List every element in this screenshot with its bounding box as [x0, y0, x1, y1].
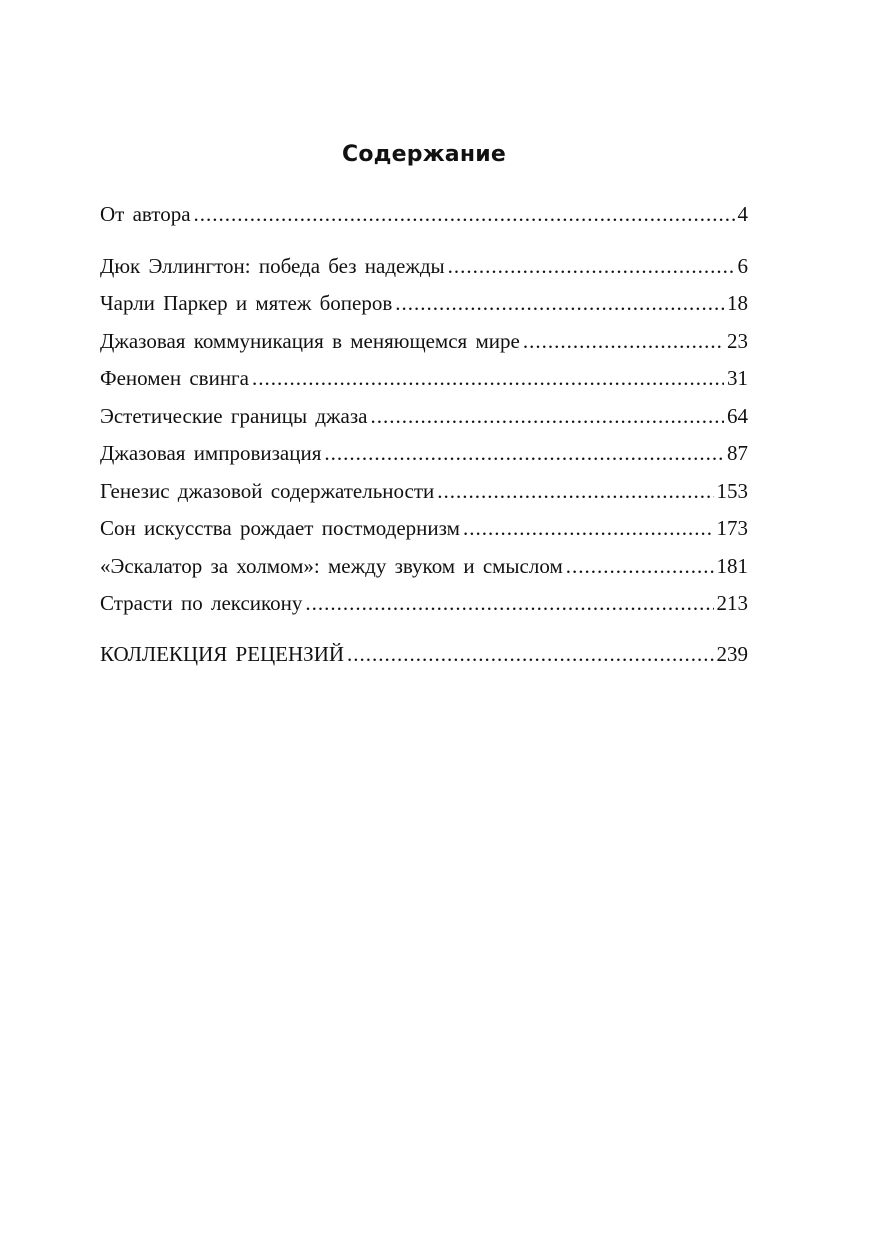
toc-entry-page: 18 [727, 291, 748, 315]
toc-entry-label: Феномен свинга [100, 366, 249, 390]
toc-entry [100, 252, 748, 290]
toc-entry-page: 173 [716, 516, 748, 540]
toc-entry-label: Джазовая коммуникация в меняющемся мире [100, 328, 520, 353]
toc-entry-page: 181 [716, 553, 748, 578]
toc-entry-page: 239 [716, 641, 748, 666]
toc-entry [100, 514, 748, 552]
toc-entry-label: Сон искусства рождает постмодернизм [100, 516, 460, 540]
toc-dot-leader [305, 589, 713, 617]
toc-entry-label: «Эскалатор за холмом»: между звуком и смыслом [100, 553, 563, 578]
toc-entry-label: КОЛЛЕКЦИЯ РЕЦЕНЗИЙ [100, 641, 345, 666]
toc-entry-page: 6 [737, 253, 748, 278]
toc-dot-leader [566, 552, 714, 580]
toc-entry-page: 64 [727, 403, 748, 428]
toc-entry [100, 477, 748, 515]
toc-entry-page: 23 [727, 328, 748, 353]
toc-entry [100, 327, 748, 365]
toc-entry-page: 213 [716, 591, 748, 615]
toc-entry-label: Дюк Эллингтон: победа без надежды [100, 253, 445, 278]
toc-entry [100, 552, 748, 590]
toc-entry-label: Чарли Паркер и мятеж боперов [100, 291, 393, 315]
toc-entry [100, 200, 748, 238]
toc-entry-page: 31 [727, 366, 748, 390]
toc-dot-leader [448, 252, 735, 280]
toc-dot-leader [347, 640, 713, 668]
toc-dot-leader [370, 402, 724, 430]
toc-entry [100, 402, 748, 440]
toc-dot-leader [395, 289, 724, 317]
toc-entry-page: 153 [716, 478, 748, 503]
toc-dot-leader [437, 477, 713, 505]
toc-list [100, 200, 748, 677]
toc-dot-leader [252, 364, 724, 392]
toc-entry [100, 439, 748, 477]
toc-entry-page: 87 [727, 441, 748, 465]
toc-entry-label: Джазовая импровизация [100, 441, 322, 465]
toc-entry-page: 4 [737, 202, 748, 226]
toc-entry [100, 589, 748, 627]
toc-title: Содержание [342, 142, 506, 167]
toc-dot-leader [463, 514, 714, 542]
toc-entry-label: От автора [100, 202, 191, 226]
toc-entry-label: Генезис джазовой содержательности [100, 478, 435, 503]
toc-entry-label: Страсти по лексикону [100, 591, 303, 615]
toc-dot-leader [194, 200, 735, 228]
toc-entry [100, 640, 748, 678]
toc-entry-label: Эстетические границы джаза [100, 403, 368, 428]
toc-dot-leader [324, 439, 724, 467]
toc-entry [100, 364, 748, 402]
toc-dot-leader [523, 327, 724, 355]
toc-entry [100, 289, 748, 327]
